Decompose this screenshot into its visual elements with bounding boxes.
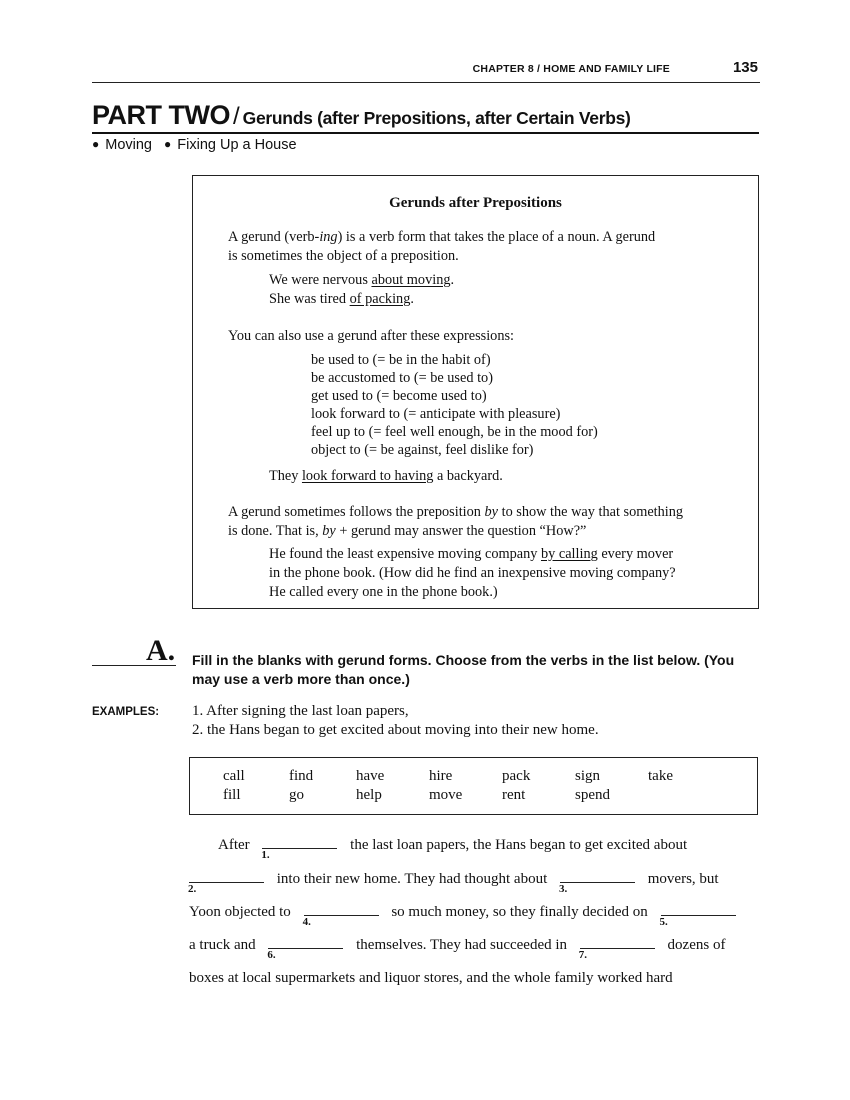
expression-item: look forward to (= anticipate with pleasure) <box>311 406 561 422</box>
answer-blank-4[interactable] <box>302 903 379 928</box>
verb-item: take <box>648 768 673 784</box>
expression-item: be used to (= be in the habit of) <box>311 352 491 368</box>
verb-item: spend <box>575 787 610 803</box>
underlined-gerund: look forward to having <box>301 468 434 484</box>
underlined-gerund: about moving <box>371 272 451 288</box>
by-paragraph <box>228 503 728 541</box>
answer-blank-2[interactable] <box>188 870 264 895</box>
blank-number: 4. <box>302 916 311 928</box>
passage-text: movers, but <box>647 871 719 887</box>
passage-line <box>188 870 719 895</box>
passage-text: dozens of <box>667 937 726 953</box>
expression-item: object to (= be against, feel dislike for) <box>311 442 534 458</box>
example-text: She was tired <box>269 291 350 307</box>
example-text: We were nervous <box>269 272 372 288</box>
by-text: to show the way that something <box>498 504 684 520</box>
passage-text: the last loan papers, the Hans began to get excited about <box>350 837 688 853</box>
part-label: PART TWO <box>92 100 230 130</box>
intro-text: ) is a verb form that takes the place of a noun. A gerund <box>337 229 656 245</box>
bullet-icon: ● <box>92 137 100 151</box>
example-text: every mover <box>597 546 674 562</box>
verb-item: go <box>289 787 304 803</box>
running-header <box>92 58 760 83</box>
expression-item: get used to (= become used to) <box>311 388 487 404</box>
running-title: CHAPTER 8 / HOME AND FAMILY LIFE <box>472 63 670 75</box>
by-text: + gerund may answer the question “How?” <box>335 523 587 539</box>
example-sentence <box>269 271 739 290</box>
verb-list-box <box>189 757 758 815</box>
blank-number: 2. <box>188 883 197 895</box>
grammar-box-title: Gerunds after Prepositions <box>389 195 562 211</box>
blank-number: 1. <box>261 849 270 861</box>
intro-italic: ing <box>319 229 338 245</box>
passage-line: boxes at local supermarkets and liquor stores, and the whole family worked hard <box>189 970 673 986</box>
example-text: . <box>410 291 414 307</box>
example-text: in the phone book. (How did he find an inexpensive moving company? <box>269 565 676 581</box>
example-sentence <box>269 467 739 486</box>
example-text: He called every one in the phone book.) <box>269 584 498 600</box>
verb-item: move <box>429 787 463 803</box>
part-subtitle: Gerunds (after Prepositions, after Certain Verbs) <box>242 108 631 128</box>
example-text: He found the least expensive moving company <box>269 546 541 562</box>
verb-item: call <box>223 768 245 784</box>
passage-line <box>189 936 726 961</box>
passage-text: themselves. They had succeeded in <box>356 937 568 953</box>
intro-text: is sometimes the object of a preposition. <box>228 248 459 264</box>
verb-item: fill <box>223 787 241 803</box>
verb-item: hire <box>429 768 453 784</box>
verb-item: help <box>356 787 382 803</box>
answer-blank-7[interactable] <box>578 936 655 961</box>
example-item: 1. After signing the last loan papers, <box>192 703 409 719</box>
passage-text: After <box>218 837 250 853</box>
example-item: 2. the Hans began to get excited about moving into their new home. <box>192 722 599 738</box>
answer-blank-5[interactable] <box>659 903 736 928</box>
part-slash: / <box>232 103 240 130</box>
example-text: They <box>269 468 302 484</box>
underlined-gerund: of packing <box>349 291 411 307</box>
blank-number: 6. <box>267 949 276 961</box>
by-example <box>269 545 729 602</box>
expressions-intro: You can also use a gerund after these expressions: <box>228 328 515 344</box>
by-italic: by <box>322 523 336 539</box>
by-italic: by <box>484 504 499 520</box>
topic-list <box>92 137 305 153</box>
bullet-icon: ● <box>164 137 172 151</box>
answer-blank-1[interactable] <box>261 836 337 861</box>
blank-number: 7. <box>578 949 588 961</box>
part-heading <box>92 100 759 134</box>
exercise-letter: A. <box>146 634 176 667</box>
passage-text: so much money, so they finally decided on <box>391 904 648 920</box>
answer-blank-3[interactable] <box>559 870 635 895</box>
verb-item: pack <box>502 768 531 784</box>
verb-item: sign <box>575 768 601 784</box>
by-text: is done. That is, <box>228 523 323 539</box>
expression-item: feel up to (= feel well enough, be in the mood for) <box>311 424 598 440</box>
expression-item: be accustomed to (= be used to) <box>311 370 493 386</box>
examples-list <box>192 702 599 740</box>
grammar-box <box>192 175 759 609</box>
page-number: 135 <box>732 59 758 76</box>
examples-label: EXAMPLES: <box>92 706 160 718</box>
answer-blank-6[interactable] <box>267 936 343 961</box>
verb-item: have <box>356 768 385 784</box>
by-text: A gerund sometimes follows the preposition <box>228 504 485 520</box>
topic-item: Fixing Up a House <box>177 137 297 153</box>
exercise-instructions: Fill in the blanks with gerund forms. Choose from the verbs in the list below. (You may use a verb more than once.) <box>192 652 735 687</box>
blank-number: 5. <box>659 916 668 928</box>
passage-line <box>189 903 736 928</box>
underlined-gerund: by calling <box>540 546 598 562</box>
intro-text: A gerund (verb- <box>228 229 320 245</box>
example-text: a backyard. <box>433 468 503 484</box>
passage-line <box>218 836 688 861</box>
example-sentence <box>269 290 739 309</box>
topic-item: Moving <box>105 137 152 153</box>
verb-item: rent <box>502 787 526 803</box>
passage-text: into their new home. They had thought about <box>276 871 548 887</box>
intro-paragraph <box>228 228 728 266</box>
verb-grid <box>223 767 708 804</box>
passage-text: Yoon objected to <box>189 904 291 920</box>
blank-number: 3. <box>559 883 568 895</box>
passage-text: a truck and <box>189 937 256 953</box>
example-text: . <box>450 272 455 288</box>
verb-item: find <box>289 768 314 784</box>
